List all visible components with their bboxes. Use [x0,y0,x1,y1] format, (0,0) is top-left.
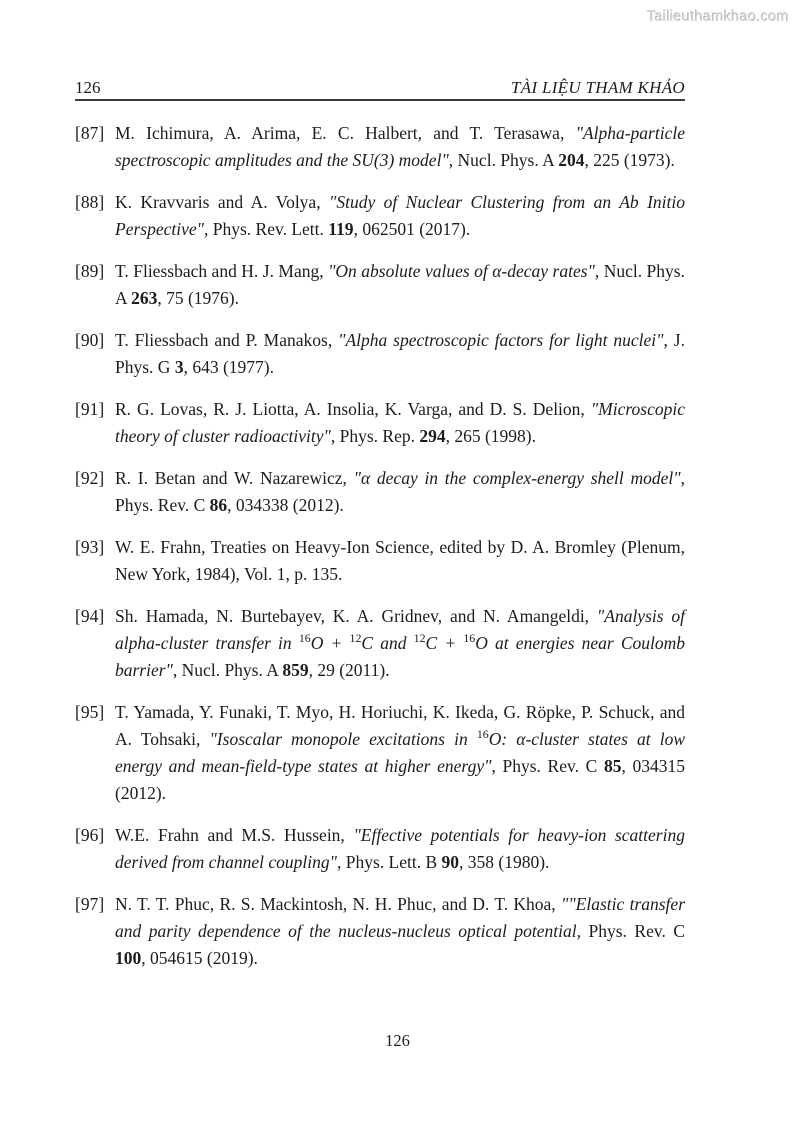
page-footer [0,1031,795,1051]
reference-label: [92] [75,468,105,488]
reference-item [75,534,685,588]
reference-label: [87] [75,123,105,143]
reference-label: [91] [75,399,105,419]
reference-item [75,327,685,381]
reference-label: [88] [75,192,105,212]
reference-label: [96] [75,825,105,845]
header-title: TÀI LIỆU THAM KHẢO [511,78,685,97]
reference-label: [94] [75,606,105,626]
reference-item [75,891,685,972]
reference-item [75,699,685,807]
header-rule [75,99,685,101]
reference-label: [97] [75,894,105,914]
reference-item [75,396,685,450]
reference-label: [93] [75,537,105,557]
reference-item [75,189,685,243]
reference-text: M. Ichimura, A. Arima, E. C. Halbert, and T. Terasawa, "Alpha-particle spectroscopic amplitudes and the SU(3) model", Nucl. Phys. A 204, 225 (1973). [115,123,685,170]
reference-text: R. I. Betan and W. Nazarewicz, "α decay in the complex-energy shell model", Phys. Rev. C 86, 034338 (2012). [115,468,685,515]
footer-page-number: 126 [385,1031,410,1050]
reference-label: [89] [75,261,105,281]
reference-text: W.E. Frahn and M.S. Hussein, "Effective potentials for heavy-ion scattering derived from channel coupling", Phys. Lett. B 90, 358 (1980). [115,825,685,872]
header-page-number: 126 [75,78,101,97]
reference-item [75,465,685,519]
reference-item [75,822,685,876]
reference-list [75,120,685,987]
reference-text: T. Fliessbach and P. Manakos, "Alpha spectroscopic factors for light nuclei", J. Phys. G 3, 643 (1977). [115,330,685,377]
reference-text: W. E. Frahn, Treaties on Heavy-Ion Science, edited by D. A. Bromley (Plenum, New York, 1984), Vol. 1, p. 135. [115,537,685,584]
reference-text: N. T. T. Phuc, R. S. Mackintosh, N. H. Phuc, and D. T. Khoa, ""Elastic transfer and parity dependence of the nucleus-nucleus optical potential, Phys. Rev. C 100, 054615 (2019). [115,894,686,968]
reference-item [75,258,685,312]
reference-item [75,120,685,174]
reference-text: T. Yamada, Y. Funaki, T. Myo, H. Horiuchi, K. Ikeda, G. Röpke, P. Schuck, and A. Tohsaki, "Isoscalar monopole excitations in $^{16}$O: α-cluster states at low energy and mean-field-type states at higher energy", Phys. Rev. C 85, 034315 (2012). [115,702,685,803]
page-header [75,78,685,98]
reference-text: R. G. Lovas, R. J. Liotta, A. Insolia, K. Varga, and D. S. Delion, "Microscopic theory of cluster radioactivity", Phys. Rep. 294, 265 (1998). [115,399,685,446]
reference-text: K. Kravvaris and A. Volya, "Study of Nuclear Clustering from an Ab Initio Perspective", Phys. Rev. Lett. 119, 062501 (2017). [115,192,685,239]
reference-item [75,603,685,684]
reference-label: [90] [75,330,105,350]
reference-text: T. Fliessbach and H. J. Mang, "On absolute values of α-decay rates", Nucl. Phys. A 263, 75 (1976). [115,261,685,308]
reference-text: Sh. Hamada, N. Burtebayev, K. A. Gridnev, and N. Amangeldi, "Analysis of alpha-cluster transfer in $^{16}$O + $^{12}$C and $^{12}$C + $^{16}$O at energies near Coulomb barrier", Nucl. Phys. A 859, 29 (2011). [115,606,686,680]
reference-label: [95] [75,702,105,722]
watermark: Tailieuthamkhao.com [647,9,789,25]
